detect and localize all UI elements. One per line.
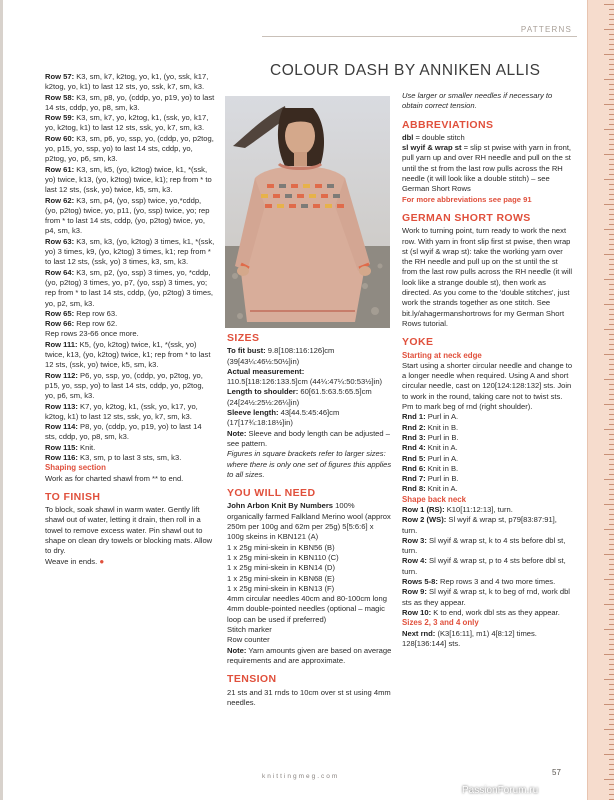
pattern-row: Row 62: K3, sm, p4, (yo, ssp) twice, yo,*cddp, (yo, p2tog) twice, yo, p11, (yo, ssp) twice, yo; rep from * to last 14 sts, cddp, (yo, p2tog) twice, yo, p4, sm, k3. bbox=[45, 195, 210, 236]
tape-measure-ruler bbox=[587, 0, 614, 800]
pattern-row: Row 66: Rep row 62. bbox=[45, 319, 118, 329]
back-neck-row: Row 10: K to end, work dbl sts as they appear. bbox=[402, 607, 560, 617]
ruler-tick bbox=[604, 154, 614, 155]
ruler-tick bbox=[609, 244, 614, 245]
sizes-list bbox=[227, 346, 392, 449]
you-will-need-heading: YOU WILL NEED bbox=[227, 487, 316, 500]
sizes-2-3-4-subheading: Sizes 2, 3 and 4 only bbox=[402, 618, 479, 628]
ruler-tick bbox=[609, 214, 614, 215]
ruler-tick bbox=[609, 794, 614, 795]
ruler-tick bbox=[604, 654, 614, 655]
section-label: PATTERNS bbox=[520, 25, 572, 34]
ruler-tick bbox=[609, 664, 614, 665]
pattern-row: Row 65: Rep row 63. bbox=[45, 308, 118, 318]
ruler-tick bbox=[609, 149, 614, 150]
pattern-title bbox=[270, 62, 540, 80]
ruler-tick bbox=[609, 119, 614, 120]
ruler-tick bbox=[609, 319, 614, 320]
to-finish-heading: TO FINISH bbox=[45, 490, 101, 503]
pattern-row: Row 116: K3, sm, p to last 3 sts, sm, k3. bbox=[45, 452, 182, 462]
ruler-tick bbox=[604, 729, 614, 730]
ruler-tick bbox=[609, 469, 614, 470]
ruler-tick bbox=[609, 489, 614, 490]
ruler-tick bbox=[609, 659, 614, 660]
ruler-tick bbox=[609, 359, 614, 360]
header-rule bbox=[262, 36, 577, 37]
ruler-tick bbox=[609, 269, 614, 270]
ruler-tick bbox=[609, 499, 614, 500]
ruler-tick bbox=[609, 134, 614, 135]
german-short-rows-text: Work to turning point, turn ready to work the next row. With yarn in front slip first st pwise, then wrap st (sl wyif & wrap st): take the working yarn over the RH needle and pull up on the st until the st from the last row pulls across the RH needle (it will look like a strange double st), then work as directed. As you come to the 'double stitches', just work the strands together as one stitch. See bit.ly/ahagermanshortrows for my German Short Rows tutorial. bbox=[402, 226, 573, 328]
ruler-tick bbox=[604, 579, 614, 580]
pattern-row: Row 61: K3, sm, k5, (yo, k2tog) twice, k1, *(ssk, yo) twice, k13, (yo, k2tog) twice, k1); rep from * to last 12 sts, (ssk, yo) twice, k5, sm, k3. bbox=[45, 164, 212, 195]
ruler-tick bbox=[609, 734, 614, 735]
size-line: Length to shoulder: 60[61.5:63.5:65.5]cm (24[24½:25½:26¼]in) bbox=[227, 387, 372, 407]
ruler-tick bbox=[609, 639, 614, 640]
back-neck-row: Row 4: Sl wyif & wrap st, p to 4 sts before dbl st, turn. bbox=[402, 556, 566, 576]
ruler-tick bbox=[609, 544, 614, 545]
pattern-row: Row 64: K3, sm, p2, (yo, ssp) 3 times, yo, *cddp, (yo, p2tog) 3 times, yo, p7, (yo, ssp) 3 times, yo; rep from * to last 14 sts, cddp, (yo, p2tog) 3 times, yo, p2, sm, k3. bbox=[45, 267, 213, 308]
pattern-row: Rep rows 23-66 once more. bbox=[45, 329, 139, 339]
ruler-tick bbox=[609, 284, 614, 285]
ruler-tick bbox=[609, 669, 614, 670]
material-item: 1 x 25g mini-skein in KBN56 (B) bbox=[227, 542, 335, 552]
ruler-tick bbox=[609, 184, 614, 185]
ruler-tick bbox=[604, 329, 614, 330]
ruler-tick bbox=[609, 609, 614, 610]
ruler-tick bbox=[609, 59, 614, 60]
pattern-row: Row 112: P6, yo, ssp, yo, (cddp, yo, p2tog, yo, p15, yo, ssp, yo) to last 14 sts, cddp, yo, p2tog, yo, p6, sm, k3. bbox=[45, 370, 204, 401]
ruler-tick bbox=[609, 684, 614, 685]
ruler-tick bbox=[604, 129, 614, 130]
ruler-tick bbox=[609, 689, 614, 690]
ruler-tick bbox=[609, 619, 614, 620]
ruler-tick bbox=[609, 374, 614, 375]
ruler-tick bbox=[609, 724, 614, 725]
ruler-tick bbox=[609, 384, 614, 385]
sizes-note: Figures in square brackets refer to larger sizes: where there is only one set of figures this applies to all sizes. bbox=[227, 449, 392, 479]
column-left bbox=[45, 72, 215, 567]
ruler-tick bbox=[609, 314, 614, 315]
ruler-tick bbox=[604, 179, 614, 180]
ruler-tick bbox=[609, 174, 614, 175]
neck-edge-text: Start using a shorter circular needle and change to a longer needle when required. Using A and short circular needle, cast on 120[124:128:132] sts. Join to work in the round, taking care not to twist sts. Pm to mark beg of rnd (right shoulder). bbox=[402, 360, 573, 412]
column-right bbox=[402, 91, 574, 649]
ruler-tick bbox=[609, 99, 614, 100]
ruler-tick bbox=[609, 274, 614, 275]
shaping-section-heading: Shaping section bbox=[45, 463, 106, 473]
pattern-row: Row 63: K3, sm, k3, (yo, k2tog) 3 times, k1, *(ssk, yo) 3 times, k9, (yo, k2tog) 3 times, k1; rep from * to last 12 sts, (ssk, yo) 3 times, k3, sm, k3. bbox=[45, 236, 215, 267]
ruler-tick bbox=[609, 559, 614, 560]
ruler-tick bbox=[609, 434, 614, 435]
ruler-tick bbox=[609, 764, 614, 765]
ruler-tick bbox=[609, 424, 614, 425]
ruler-tick bbox=[609, 409, 614, 410]
ruler-tick bbox=[609, 599, 614, 600]
pattern-row: Row 111: K5, (yo, k2tog) twice, k1, *(ssk, yo) twice, k13, (yo, k2tog) twice, k1; rep from * to last 12 sts, (ssk, yo) twice, k5, sm, k3. bbox=[45, 339, 211, 370]
shaping-section-text: Work as for charted shawl from ** to end. bbox=[45, 473, 184, 483]
sweater-photo bbox=[225, 96, 390, 328]
back-neck-row: Row 1 (RS): K10[11:12:13], turn. bbox=[402, 504, 513, 514]
ruler-tick bbox=[609, 584, 614, 585]
ruler-tick bbox=[609, 124, 614, 125]
ruler-tick bbox=[609, 89, 614, 90]
ruler-tick bbox=[604, 204, 614, 205]
ruler-tick bbox=[604, 679, 614, 680]
ruler-tick bbox=[609, 324, 614, 325]
ruler-tick bbox=[609, 219, 614, 220]
ruler-tick bbox=[604, 79, 614, 80]
ruler-tick bbox=[609, 264, 614, 265]
pattern-row: Row 60: K3, sm, p6, yo, ssp, yo, (cddp, yo, p2tog, yo, p15, yo, ssp, yo) to last 14 sts, cddp, yo, p2tog, yo, p6, sm, k3. bbox=[45, 133, 214, 164]
back-neck-subheading: Shape back neck bbox=[402, 494, 467, 504]
ruler-tick bbox=[609, 564, 614, 565]
ruler-tick bbox=[609, 709, 614, 710]
ruler-tick bbox=[609, 164, 614, 165]
ruler-tick bbox=[609, 194, 614, 195]
ruler-tick bbox=[609, 444, 614, 445]
material-item: Stitch marker bbox=[227, 625, 272, 635]
yarn-description: John Arbon Knit By Numbers 100% organically farmed Falkland Merino wool (approx 250m per 100g and 62m per 25g) 5[5:6:6] x 100g skeins in KBN121 (A) bbox=[227, 501, 391, 542]
ruler-tick bbox=[604, 279, 614, 280]
round-line: Rnd 7: Purl in B. bbox=[402, 474, 459, 484]
material-item: 1 x 25g mini-skein in KBN68 (E) bbox=[227, 573, 335, 583]
ruler-tick bbox=[609, 309, 614, 310]
ruler-tick bbox=[609, 464, 614, 465]
ruler-tick bbox=[609, 514, 614, 515]
ruler-tick bbox=[609, 169, 614, 170]
back-neck-row: Row 2 (WS): Sl wyif & wrap st, p79[83:87:91], turn. bbox=[402, 515, 557, 535]
ruler-tick bbox=[609, 109, 614, 110]
round-line: Rnd 4: Knit in A. bbox=[402, 443, 458, 453]
ruler-tick bbox=[609, 634, 614, 635]
ruler-tick bbox=[604, 754, 614, 755]
pattern-row: Row 57: K3, sm, k7, k2tog, yo, k1, (yo, ssk, k17, k2tog, yo, k1) to last 12 sts, yo, ssk, k7, sm, k3. bbox=[45, 72, 209, 92]
ruler-tick bbox=[604, 254, 614, 255]
material-item: 1 x 25g mini-skein in KBN13 (F) bbox=[227, 583, 335, 593]
ruler-tick bbox=[609, 474, 614, 475]
round-line: Rnd 8: Knit in A. bbox=[402, 484, 458, 494]
size-line: To fit bust: 9.8[108:116:126]cm (39[43¼:46½:50½]in) bbox=[227, 346, 335, 366]
end-mark-icon: ● bbox=[99, 556, 105, 566]
pattern-row: Row 58: K3, sm, p8, yo, (cddp, yo, p19, yo) to last 14 sts, cddp, yo, p8, sm, k3. bbox=[45, 92, 215, 112]
ruler-tick bbox=[604, 704, 614, 705]
ruler-tick bbox=[609, 369, 614, 370]
ruler-tick bbox=[609, 199, 614, 200]
ruler-tick bbox=[604, 404, 614, 405]
ruler-tick bbox=[604, 529, 614, 530]
ruler-tick bbox=[609, 569, 614, 570]
ruler-tick bbox=[609, 594, 614, 595]
ruler-tick bbox=[609, 299, 614, 300]
ruler-tick bbox=[609, 39, 614, 40]
ruler-tick bbox=[609, 144, 614, 145]
ruler-tick bbox=[609, 694, 614, 695]
ruler-tick bbox=[609, 644, 614, 645]
ruler-tick bbox=[609, 159, 614, 160]
ruler-tick bbox=[604, 629, 614, 630]
ruler-tick bbox=[609, 234, 614, 235]
title-author: BY ANNIKEN ALLIS bbox=[394, 62, 541, 79]
ruler-tick bbox=[609, 44, 614, 45]
sweater-photo-illustration bbox=[225, 96, 390, 328]
ruler-tick bbox=[609, 649, 614, 650]
materials-list bbox=[227, 543, 392, 646]
german-short-rows-heading: GERMAN SHORT ROWS bbox=[402, 211, 531, 224]
material-item: 1 x 25g mini-skein in KBN14 (D) bbox=[227, 563, 336, 573]
sizes-heading: SIZES bbox=[227, 332, 260, 344]
ruler-tick bbox=[609, 9, 614, 10]
ruler-tick bbox=[609, 574, 614, 575]
ruler-tick bbox=[609, 289, 614, 290]
back-neck-rows bbox=[402, 505, 574, 618]
ruler-tick bbox=[609, 484, 614, 485]
tension-text: 21 sts and 31 rnds to 10cm over st st using 4mm needles. bbox=[227, 687, 391, 707]
material-item: 4mm circular needles 40cm and 80-100cm long bbox=[227, 594, 387, 604]
pattern-row: Row 114: P8, yo, (cddp, yo, p19, yo) to last 14 sts, cddp, yo, p8, sm, k3. bbox=[45, 422, 202, 442]
watermark: PassionForum.ru bbox=[462, 785, 539, 796]
ruler-tick bbox=[609, 389, 614, 390]
ruler-tick bbox=[609, 509, 614, 510]
back-neck-row: Row 9: Sl wyif & wrap st, k to beg of rnd, work dbl sts as they appear. bbox=[402, 587, 570, 607]
round-line: Rnd 1: Purl in A. bbox=[402, 412, 459, 422]
ruler-tick bbox=[609, 414, 614, 415]
ruler-tick bbox=[609, 744, 614, 745]
ruler-tick bbox=[609, 69, 614, 70]
ruler-tick bbox=[604, 354, 614, 355]
ruler-tick bbox=[609, 774, 614, 775]
material-item: 4mm double-pointed needles (optional – magic loop can be used if preferred) bbox=[227, 604, 385, 624]
ruler-tick bbox=[609, 259, 614, 260]
abbreviations-heading: ABBREVIATIONS bbox=[402, 118, 494, 131]
ruler-tick bbox=[604, 429, 614, 430]
ruler-tick bbox=[604, 504, 614, 505]
ruler-tick bbox=[609, 294, 614, 295]
ruler-tick bbox=[609, 749, 614, 750]
ruler-tick bbox=[609, 549, 614, 550]
ruler-tick bbox=[609, 364, 614, 365]
ruler-tick bbox=[604, 229, 614, 230]
material-item: 1 x 25g mini-skein in KBN110 (C) bbox=[227, 552, 339, 562]
size-line: Actual measurement: bbox=[227, 366, 305, 376]
size-line: 110.5[118:126:133.5]cm (44¼:47¼:50:53½]in) bbox=[227, 377, 383, 387]
ruler-tick bbox=[609, 249, 614, 250]
footer-website: knittingmeg.com bbox=[262, 773, 340, 780]
ruler-tick bbox=[609, 739, 614, 740]
ruler-tick bbox=[609, 189, 614, 190]
abbreviation-item: sl wyif & wrap st = slip st pwise with yarn in front, pull yarn up and over RH needle and pull on the st until the st from the last row pulls across the RH needle (it will look like a double stitch) – see German Short Rows bbox=[402, 143, 572, 194]
ruler-tick bbox=[604, 379, 614, 380]
ruler-tick bbox=[609, 439, 614, 440]
round-line: Rnd 3: Purl in B. bbox=[402, 432, 459, 442]
yoke-heading: YOKE bbox=[402, 336, 434, 349]
ruler-tick bbox=[609, 539, 614, 540]
title-main: COLOUR DASH bbox=[270, 62, 390, 79]
row-list bbox=[45, 72, 215, 463]
ruler-tick bbox=[609, 534, 614, 535]
ruler-tick bbox=[604, 779, 614, 780]
ruler-tick bbox=[609, 614, 614, 615]
ruler-tick bbox=[609, 399, 614, 400]
ruler-tick bbox=[609, 674, 614, 675]
back-neck-row: Row 3: Sl wyif & wrap st, k to 4 sts before dbl st, turn. bbox=[402, 535, 566, 556]
ruler-tick bbox=[609, 524, 614, 525]
ruler-tick bbox=[604, 54, 614, 55]
pattern-row: Row 59: K3, sm, k7, yo, k2tog, k1, (ssk, yo, k17, yo, k2tog, k1) to last 12 sts, ssk, yo, k7, sm, k3. bbox=[45, 113, 209, 133]
ruler-tick bbox=[609, 784, 614, 785]
rounds-list bbox=[402, 412, 574, 494]
ruler-tick bbox=[609, 589, 614, 590]
round-line: Rnd 2: Knit in B. bbox=[402, 422, 459, 432]
back-neck-row: Rows 5-8: Rep rows 3 and 4 two more times. bbox=[402, 577, 556, 587]
ruler-tick bbox=[609, 769, 614, 770]
ruler-tick bbox=[609, 419, 614, 420]
ruler-tick bbox=[609, 224, 614, 225]
ruler-tick bbox=[609, 139, 614, 140]
pattern-row: Row 113: K7, yo, k2tog, k1, (ssk, yo, k17, yo, k2tog, k1) to last 12 sts, ssk, yo, k7, sm, k3. bbox=[45, 401, 198, 421]
round-line: Rnd 6: Knit in B. bbox=[402, 463, 459, 473]
ruler-tick bbox=[604, 604, 614, 605]
ruler-tick bbox=[604, 554, 614, 555]
ruler-tick bbox=[609, 14, 614, 15]
to-finish-text: To block, soak shawl in warm water. Gently lift shawl out of water, letting it drain, then roll in a towel to remove excess water. Pin shawl out to shape on clean dry towels or blocking mats. Allow to dry. bbox=[45, 505, 213, 556]
round-line: Rnd 5: Purl in A. bbox=[402, 453, 459, 463]
ruler-tick bbox=[604, 29, 614, 30]
ruler-tick bbox=[609, 209, 614, 210]
ruler-tick bbox=[609, 19, 614, 20]
more-abbreviations-link[interactable]: For more abbreviations see page 91 bbox=[402, 194, 532, 204]
ruler-tick bbox=[609, 94, 614, 95]
ruler-tick bbox=[609, 239, 614, 240]
weave-in-ends: Weave in ends. ● bbox=[45, 556, 105, 566]
ruler-tick bbox=[604, 454, 614, 455]
page-edge bbox=[0, 0, 3, 800]
ruler-tick bbox=[609, 349, 614, 350]
material-item: Row counter bbox=[227, 635, 270, 645]
yarn-amount-note: Note: Yarn amounts given are based on average requirements and are approximate. bbox=[227, 645, 392, 665]
ruler-tick bbox=[609, 494, 614, 495]
ruler-tick bbox=[609, 64, 614, 65]
size-line: Note: Sleeve and body length can be adjusted – see pattern. bbox=[227, 428, 390, 448]
ruler-tick bbox=[609, 24, 614, 25]
ruler-tick bbox=[609, 74, 614, 75]
ruler-tick bbox=[609, 519, 614, 520]
neck-edge-subheading: Starting at neck edge bbox=[402, 350, 482, 360]
column-middle bbox=[227, 333, 392, 708]
ruler-tick bbox=[604, 104, 614, 105]
ruler-tick bbox=[609, 344, 614, 345]
ruler-tick bbox=[609, 789, 614, 790]
ruler-tick bbox=[609, 719, 614, 720]
ruler-tick bbox=[609, 699, 614, 700]
ruler-tick bbox=[609, 759, 614, 760]
size-line: Sleeve length: 43[44.5:45:46]cm (17[17¾:18:18½]in) bbox=[227, 408, 340, 428]
needle-size-intro: Use larger or smaller needles if necessary to obtain correct tension. bbox=[402, 91, 553, 111]
pattern-row: Row 115: Knit. bbox=[45, 442, 96, 452]
ruler-tick bbox=[604, 304, 614, 305]
ruler-tick bbox=[609, 449, 614, 450]
page-number: 57 bbox=[552, 768, 561, 777]
ruler-tick bbox=[604, 479, 614, 480]
ruler-tick bbox=[604, 4, 614, 5]
ruler-tick bbox=[609, 34, 614, 35]
tension-heading: TENSION bbox=[227, 673, 277, 686]
ruler-tick bbox=[609, 624, 614, 625]
ruler-tick bbox=[609, 84, 614, 85]
ruler-tick bbox=[609, 459, 614, 460]
ruler-tick bbox=[609, 49, 614, 50]
abbreviations-list bbox=[402, 133, 574, 195]
ruler-tick bbox=[609, 714, 614, 715]
ruler-tick bbox=[609, 339, 614, 340]
next-round: Next rnd: (K3[16:11], m1) 4[8:12] times. 128[136:144] sts. bbox=[402, 628, 537, 648]
ruler-tick bbox=[609, 394, 614, 395]
abbreviation-item: dbl = double stitch bbox=[402, 132, 465, 142]
ruler-tick bbox=[609, 114, 614, 115]
ruler-tick bbox=[609, 334, 614, 335]
